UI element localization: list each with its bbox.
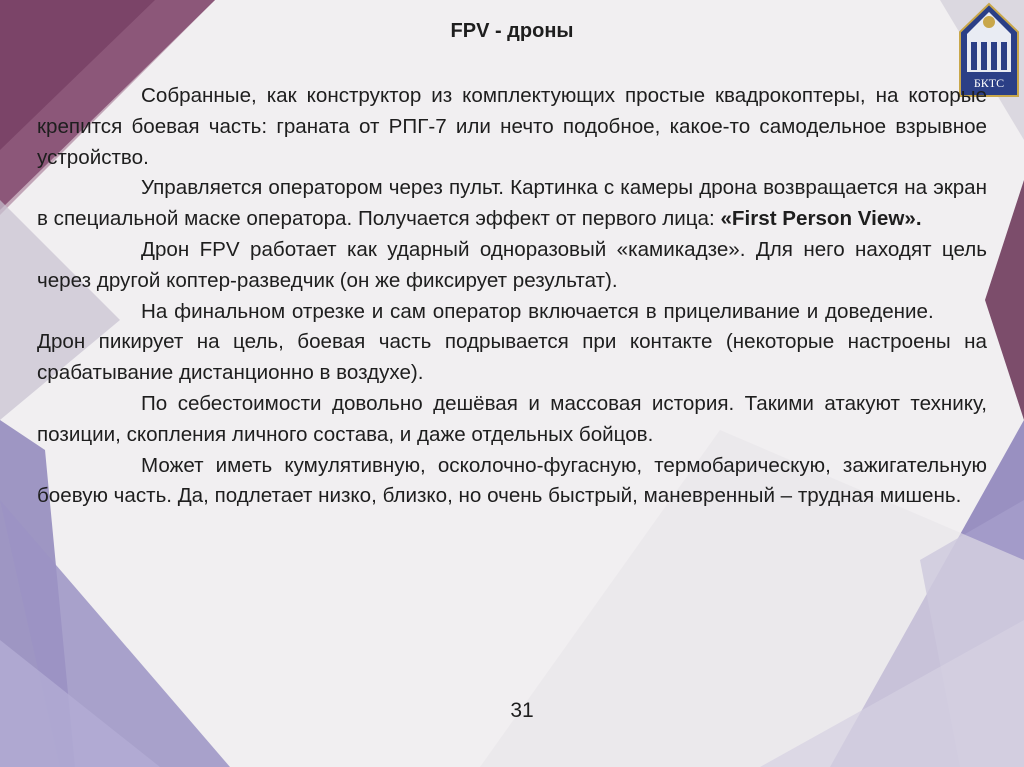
bg-shape-right-mid [985,180,1024,420]
paragraph-3 [37,235,987,297]
paragraph-2 [37,173,987,235]
page-number: 31 [510,699,534,722]
paragraph-5 [37,389,987,451]
paragraph-6-text: Может иметь кумулятивную, осколочно-фугасную, термобарическую, зажигательную боевую часть. Да, подлетает низко, близко, но очень быстрый, маневренный – трудная мишень. [37,453,987,508]
paragraph-2-text: Управляется оператором через пульт. Картинка с камеры дрона возвращается на экран в специальной маске оператора. Получается эффект от первого лица: [37,176,987,231]
slide-title: FPV - дроны [450,20,574,42]
paragraph-2-highlight: «First Person View». [720,207,922,231]
paragraph-4 [37,297,987,389]
paragraph-1-text: Собранные, как конструктор из комплектующих простые квадрокоптеры, на которые крепится боевая часть: граната от РПГ-7 или нечто подобное, какое-то самодельное взрывное устройство. [37,84,987,169]
paragraph-1 [37,81,987,173]
paragraph-6 [37,451,987,513]
paragraph-5-text: По себестоимости довольно дешёвая и массовая история. Такими атакуют технику, позиции, скопления личного состава, и даже отдельных бойцов. [37,391,987,446]
slide-body [37,81,987,512]
paragraph-3-text: Дрон FPV работает как ударный одноразовый «камикадзе». Для него находят цель через другой коптер-разведчик (он же фиксирует результат). [37,237,987,292]
paragraph-4-text: На финальном отрезке и сам оператор включается в прицеливание и доведение. Дрон пикирует на цель, боевая часть подрывается при контакте (некоторые настроены на срабатывание дистанционно в воздухе). [37,299,987,385]
logo-text: БКТС [973,76,1005,90]
